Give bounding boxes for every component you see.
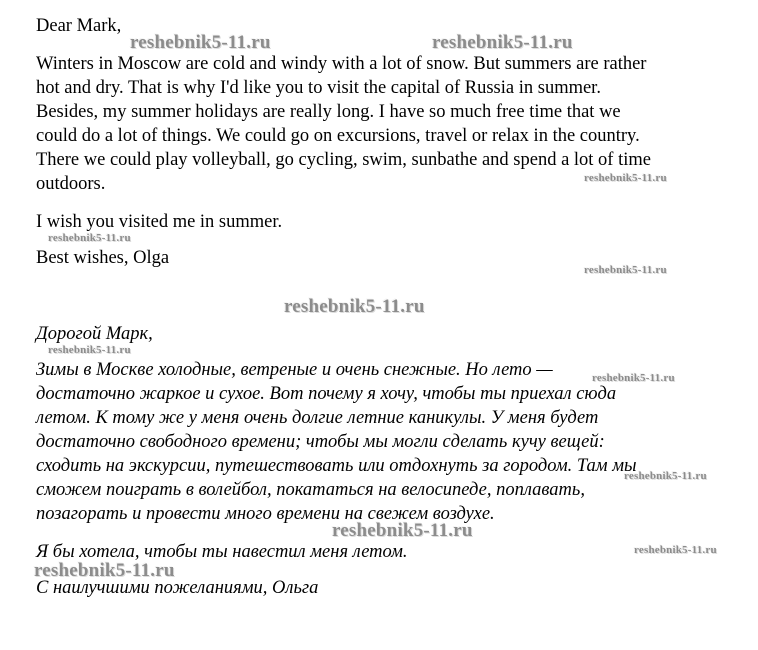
watermark: reshebnik5-11.ru: [130, 32, 271, 53]
watermark: reshebnik5-11.ru: [332, 520, 473, 541]
letter-line-ru: сходить на экскурсии, путешествовать или отдохнуть за городом. Там мы: [36, 456, 637, 476]
letter-line-ru: достаточно жаркое и сухое. Вот почему я хочу, чтобы ты приехал сюда: [36, 384, 617, 404]
watermark: reshebnik5-11.ru: [584, 172, 667, 184]
letter-signoff-en: Best wishes, Olga: [36, 248, 170, 268]
watermark: reshebnik5-11.ru: [584, 264, 667, 276]
watermark: reshebnik5-11.ru: [48, 232, 131, 244]
letter-line-en: could do a lot of things. We could go on excursions, travel or relax in the country.: [36, 126, 640, 146]
watermark: reshebnik5-11.ru: [624, 470, 707, 482]
letter-wish-en: I wish you visited me in summer.: [36, 212, 283, 232]
letter-greeting-ru: Дорогой Марк,: [36, 324, 153, 344]
watermark: reshebnik5-11.ru: [592, 372, 675, 384]
watermark: reshebnik5-11.ru: [34, 560, 175, 581]
watermark: reshebnik5-11.ru: [432, 32, 573, 53]
watermark: reshebnik5-11.ru: [634, 544, 717, 556]
letter-line-en: There we could play volleyball, go cycling, swim, sunbathe and spend a lot of time: [36, 150, 651, 170]
watermark: reshebnik5-11.ru: [48, 344, 131, 356]
letter-line-en: hot and dry. That is why I'd like you to visit the capital of Russia in summer.: [36, 78, 601, 98]
letter-line-ru: Зимы в Москве холодные, ветреные и очень снежные. Но лето —: [36, 360, 553, 380]
letter-line-en: Besides, my summer holidays are really long. I have so much free time that we: [36, 102, 621, 122]
letter-line-en: Winters in Moscow are cold and windy with a lot of snow. But summers are rather: [36, 54, 647, 74]
letter-signoff-ru: С наилучшими пожеланиями, Ольга: [36, 578, 319, 598]
letter-wish-ru: Я бы хотела, чтобы ты навестил меня летом.: [36, 542, 408, 562]
letter-line-ru: достаточно свободного времени; чтобы мы могли сделать кучу вещей:: [36, 432, 605, 452]
watermark: reshebnik5-11.ru: [284, 296, 425, 317]
letter-line-ru: позагорать и провести много времени на свежем воздухе.: [36, 504, 495, 524]
letter-line-ru: летом. К тому же у меня очень долгие летние каникулы. У меня будет: [36, 408, 599, 428]
letter-greeting-en: Dear Mark,: [36, 16, 122, 36]
letter-line-ru: сможем поиграть в волейбол, покататься на велосипеде, поплавать,: [36, 480, 585, 500]
letter-line-en: outdoors.: [36, 174, 106, 194]
